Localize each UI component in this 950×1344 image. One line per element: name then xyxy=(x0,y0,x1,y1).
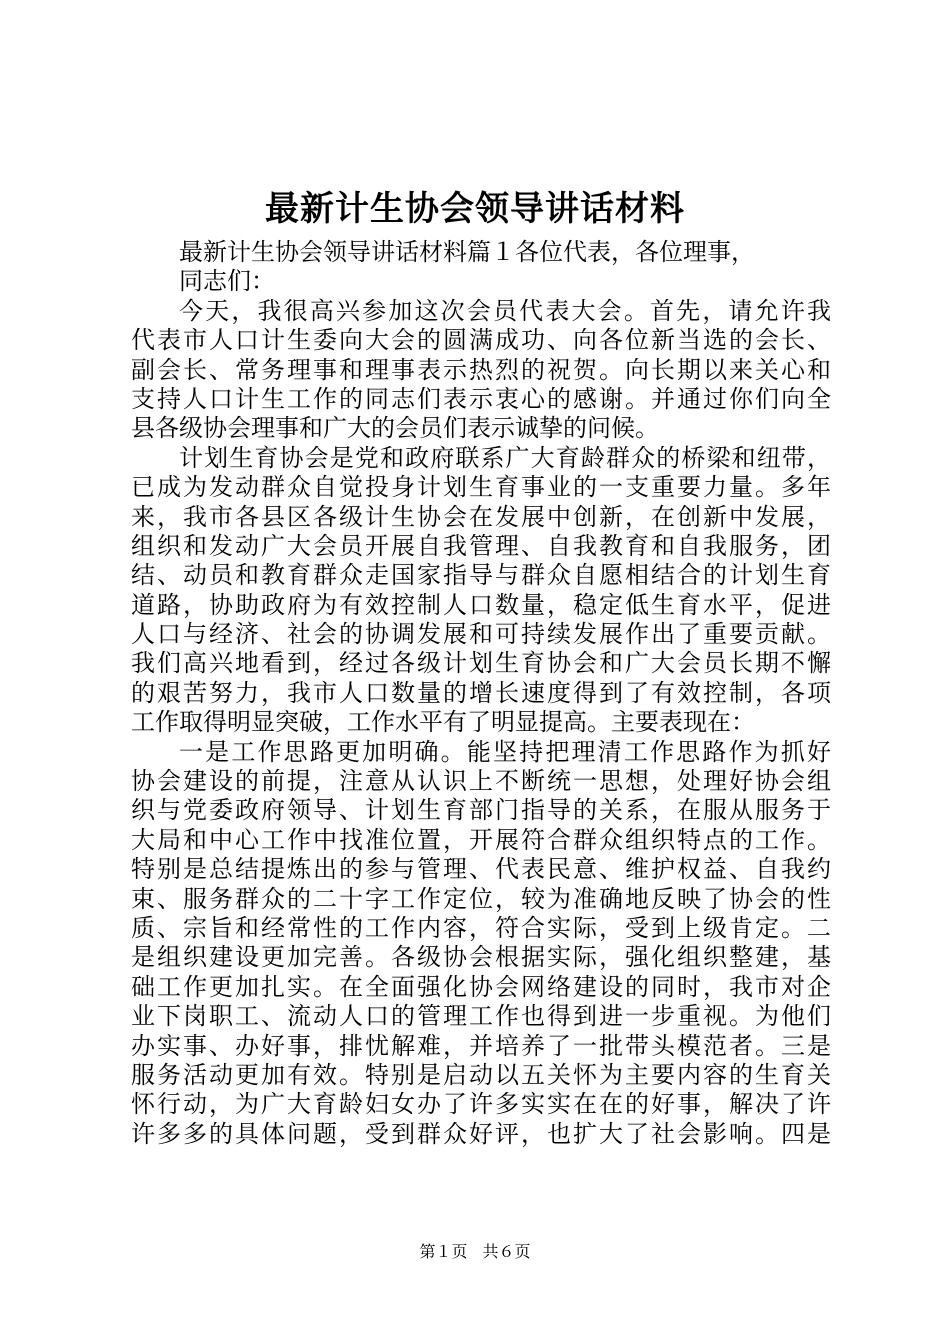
body-line: 人口与经济、社会的协调发展和可持续发展作出了重要贡献。 xyxy=(131,620,831,649)
body-line: 我们高兴地看到，经过各级计划生育协会和广大会员长期不懈 xyxy=(131,649,831,678)
body-line: 是组织建设更加完善。各级协会根据实际，强化组织整建，基 xyxy=(131,943,831,972)
body-line: 支持人口计生工作的同志们表示衷心的感谢。并通过你们向全 xyxy=(131,384,831,413)
page-footer xyxy=(0,1241,950,1263)
body-line: 办实事、办好事，排忧解难，并培养了一批带头模范者。三是 xyxy=(131,1031,831,1060)
body-line: 业下岗职工、流动人口的管理工作也得到进一步重视。为他们 xyxy=(131,1002,831,1031)
document-title: 最新计生协会领导讲话材料 xyxy=(265,189,685,229)
body-line: 怀行动，为广大育龄妇女办了许多实实在在的好事，解决了许 xyxy=(131,1090,831,1119)
document-body xyxy=(131,238,831,1149)
body-line: 今天，我很高兴参加这次会员代表大会。首先，请允许我 xyxy=(179,296,831,325)
body-line: 的艰苦努力，我市人口数量的增长速度得到了有效控制，各项 xyxy=(131,678,831,707)
body-line: 织与党委政府领导、计划生育部门指导的关系，在服从服务于 xyxy=(131,796,831,825)
body-line: 质、宗旨和经常性的工作内容，符合实际，受到上级肯定。二 xyxy=(131,913,831,942)
body-line: 一是工作思路更加明确。能坚持把理清工作思路作为抓好 xyxy=(179,737,831,766)
body-line: 结、动员和教育群众走国家指导与群众自愿相结合的计划生育 xyxy=(131,561,831,590)
body-line: 道路，协助政府为有效控制人口数量，稳定低生育水平，促进 xyxy=(131,590,831,619)
body-line: 县各级协会理事和广大的会员们表示诚挚的问候。 xyxy=(131,414,659,443)
body-line: 协会建设的前提，注意从认识上不断统一思想，处理好协会组 xyxy=(131,767,831,796)
body-line: 工作取得明显突破，工作水平有了明显提高。主要表现在： xyxy=(131,708,755,737)
body-line: 服务活动更加有效。特别是启动以五关怀为主要内容的生育关 xyxy=(131,1060,831,1089)
body-line: 许多多的具体问题，受到群众好评，也扩大了社会影响。四是 xyxy=(131,1119,831,1148)
body-line: 最新计生协会领导讲话材料篇１各位代表，各位理事， xyxy=(179,238,755,266)
body-line: 来，我市各县区各级计生协会在发展中创新，在创新中发展， xyxy=(131,502,831,531)
body-line: 同志们： xyxy=(179,267,275,296)
body-line: 计划生育协会是党和政府联系广大育龄群众的桥梁和纽带， xyxy=(179,443,831,472)
body-line: 代表市人口计生委向大会的圆满成功、向各位新当选的会长、 xyxy=(131,326,831,355)
body-line: 组织和发动广大会员开展自我管理、自我教育和自我服务，团 xyxy=(131,531,831,560)
body-line: 础工作更加扎实。在全面强化协会网络建设的同时，我市对企 xyxy=(131,972,831,1001)
body-line: 特别是总结提炼出的参与管理、代表民意、维护权益、自我约 xyxy=(131,855,831,884)
body-line: 束、服务群众的二十字工作定位，较为准确地反映了协会的性 xyxy=(131,884,831,913)
page-number: 第１页 xyxy=(419,1242,468,1261)
page-total: 共６页 xyxy=(482,1242,531,1261)
body-line: 副会长、常务理事和理事表示热烈的祝贺。向长期以来关心和 xyxy=(131,355,831,384)
body-line: 已成为发动群众自觉投身计划生育事业的一支重要力量。多年 xyxy=(131,473,831,502)
body-line: 大局和中心工作中找准位置，开展符合群众组织特点的工作。 xyxy=(131,825,831,854)
